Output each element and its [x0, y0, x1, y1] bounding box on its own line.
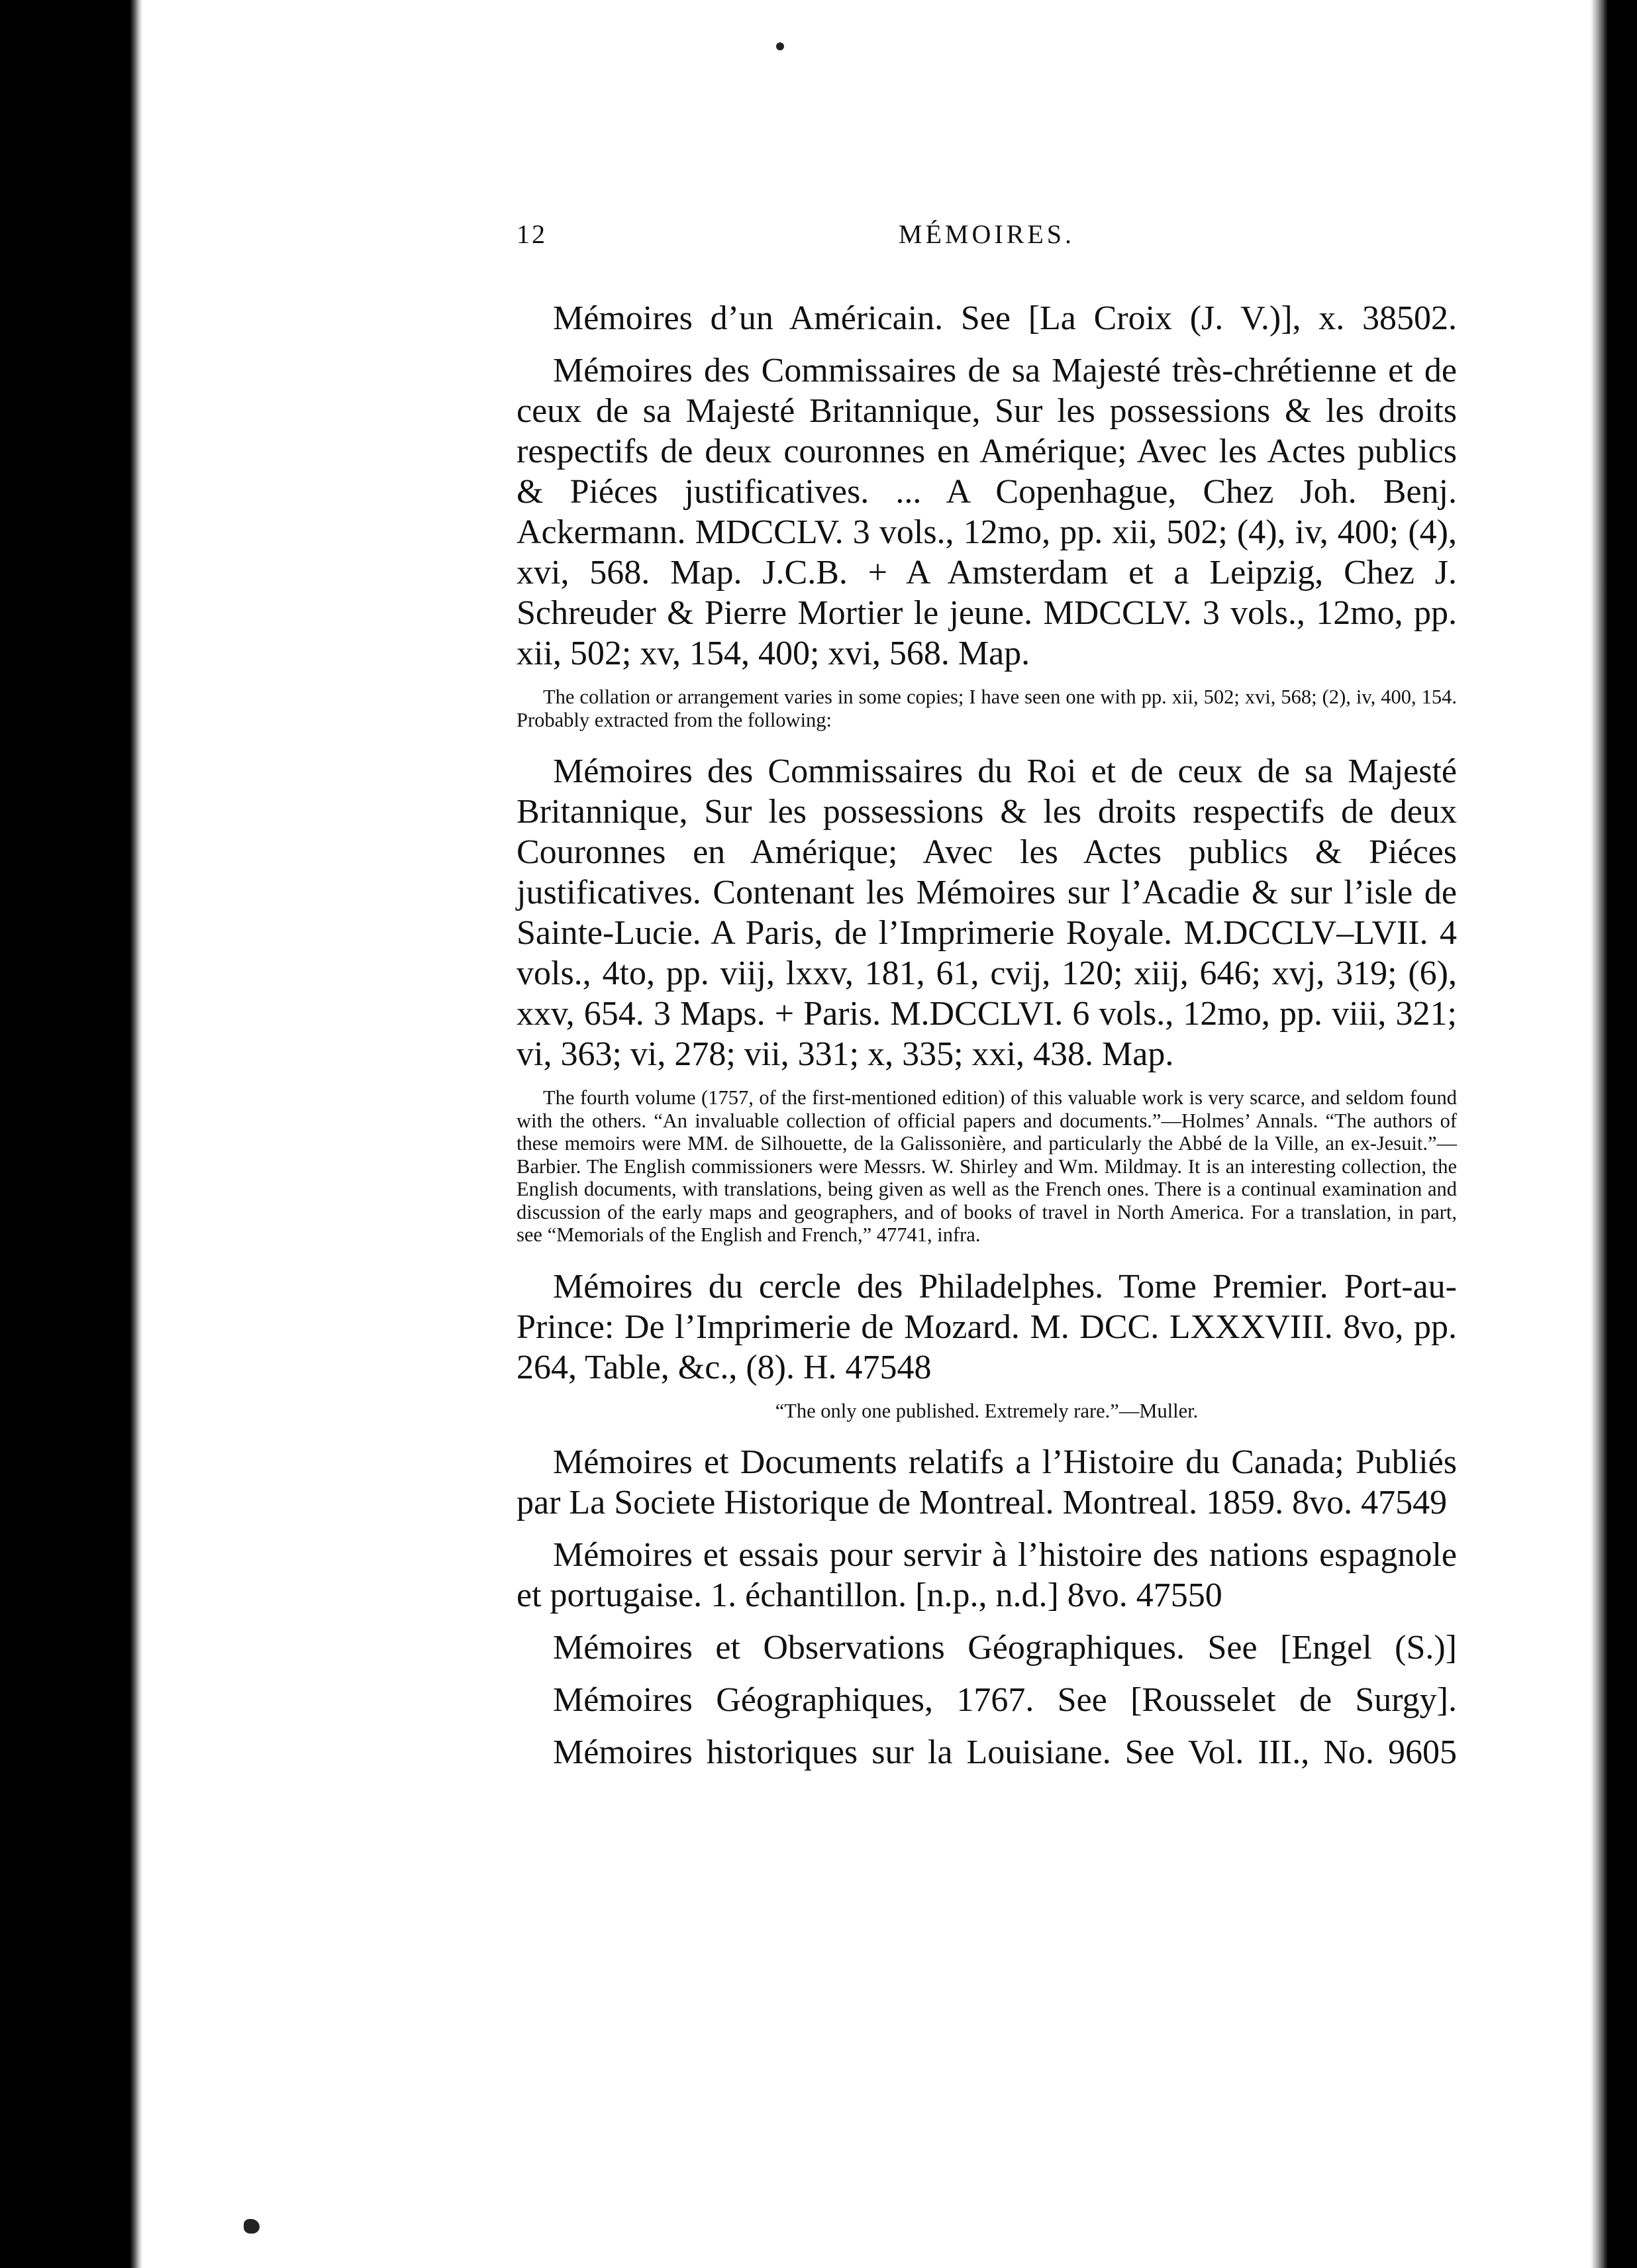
entry-essais-histoire: Mémoires et essais pour servir à l’histoire des nations espagnole et portugaise. 1. échantillon. [n.p., n.d.] 8vo. 47550: [517, 1536, 1457, 1614]
running-head: MÉMOIRES.: [898, 219, 1075, 249]
entry-note: The collation or arrangement varies in some copies; I have seen one with pp. xii, 502; xvi, 568; (2), iv, 400, 154. Probably extracted from the following:: [517, 686, 1457, 731]
entry-memoires-americain: Mémoires d’un Américain. See [La Croix (J. V.)], x. 38502.: [553, 299, 1457, 337]
entry-documents-canada: Mémoires et Documents relatifs a l’Histoire du Canada; Publiés par La Societe Historique de Montreal. Montreal. 1859. 8vo. 47549: [517, 1443, 1457, 1521]
book-page: [517, 219, 1457, 1771]
entry-memoires-geographiques: Mémoires Géographiques, 1767. See [Rousselet de Surgy].: [553, 1681, 1457, 1719]
entry-observations-geographiques: Mémoires et Observations Géographiques. See [Engel (S.)]: [553, 1629, 1457, 1667]
scan-smudge: [244, 2219, 260, 2234]
entry-note: The fourth volume (1757, of the first-mentioned edition) of this valuable work is very scarce, and seldom found with the others. “An invaluable collection of official papers and documents.”—Holmes’ Annals. “The authors of these memoirs were MM. de Silhouette, de la Galissonière, and particularly the Abbé de la Ville, an ex-Jesuit.”—Barbier. The English commissioners were Messrs. W. Shirley and Wm. Mildmay. It is an interesting collection, the English documents, with translations, being given as well as the French ones. There is a continual examination and discussion of the early maps and geographers, and of books of travel in North America. For a translation, in part, see “Memorials of the English and French,” 47741, infra.: [517, 1086, 1457, 1246]
entry-note: “The only one published. Extremely rare.”—Muller.: [775, 1399, 1199, 1422]
page-number: 12: [517, 219, 547, 249]
entry-commissaires-majeste: Mémoires des Commissaires de sa Majesté très-chrétienne et de ceux de sa Majesté Britannique, Sur les possessions & les droits respectifs de deux couronnes en Amérique; Avec les Actes publics & Piéces justificatives. ... A Copenhague, Chez Joh. Benj. Ackermann. MDCCLV. 3 vols., 12mo, pp. xii, 502; (4), iv, 400; (4), xvi, 568. Map. J.C.B. + A Amsterdam et a Leipzig, Chez J. Schreuder & Pierre Mortier le jeune. MDCCLV. 3 vols., 12mo, pp. xii, 502; xv, 154, 400; xvi, 568. Map.: [517, 352, 1457, 672]
entry-cercle-philadelphes: Mémoires du cercle des Philadelphes. Tome Premier. Port-au-Prince: De l’Imprimerie de Mozard. M. DCC. LXXXVIII. 8vo, pp. 264, Table, &c., (8). H. 47548: [517, 1267, 1457, 1386]
entry-commissaires-roi: Mémoires des Commissaires du Roi et de ceux de sa Majesté Britannique, Sur les possessions & les droits respectifs de deux Couronnes en Amérique; Avec les Actes publics & Piéces justificatives. Contenant les Mémoires sur l’Acadie & sur l’isle de Sainte-Lucie. A Paris, de l’Imprimerie Royale. M.DCCLV–LVII. 4 vols., 4to, pp. viij, lxxv, 181, 61, cvij, 120; xiij, 646; xvj, 319; (6), xxv, 654. 3 Maps. + Paris. M.DCCLVI. 6 vols., 12mo, pp. viii, 321; vi, 363; vi, 278; vii, 331; x, 335; xxi, 438. Map.: [517, 752, 1457, 1073]
scan-left-edge: [0, 0, 142, 2268]
entries-list: [517, 298, 1457, 1784]
scan-right-edge: [1591, 0, 1637, 2268]
entry-memoires-louisiane: Mémoires historiques sur la Louisiane. See Vol. III., No. 9605: [553, 1733, 1457, 1771]
scan-speck: [776, 42, 784, 50]
page-header: [517, 219, 1457, 258]
